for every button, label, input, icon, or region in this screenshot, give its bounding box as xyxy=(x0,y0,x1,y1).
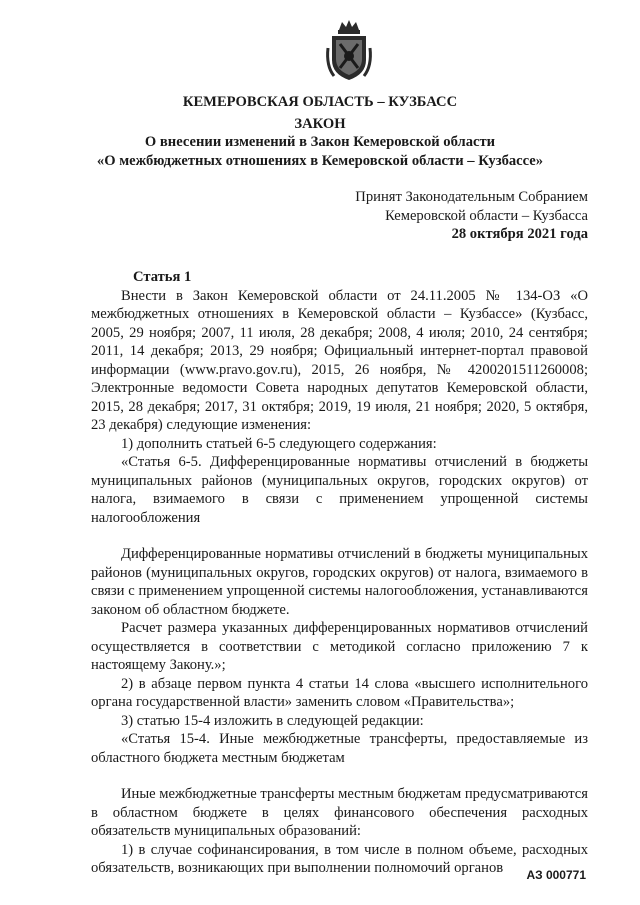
paragraph: 2) в абзаце первом пункта 4 статьи 14 слова «высшего исполнительного органа государственной власти» заменить словом «Правительства»; xyxy=(91,675,588,710)
paragraph: Внести в Закон Кемеровской области от 24.11.2005 № 134-ОЗ «О межбюджетных отношениях в Кемеровской области – Кузбассе» (Кузбасс, 2005, 29 ноября; 2007, 11 июля, 28 декабря; 2008, 4 июля; 2010, 24 сентября; 2011, 14 декабря; 2013, 29 ноября; Официальный интернет-портал правовой информации (www.pravo.gov.ru), 2015, 26 ноября, № 4200201511260008; Электронные ведомости Совета народных депутатов Кемеровской области, 2015, 28 декабря; 2017, 31 октября; 2019, 19 июля, 21 ноября; 2020, 5 октября, 23 декабря) следующие изменения: xyxy=(91,287,588,433)
adoption-block xyxy=(355,188,588,244)
paragraph: Расчет размера указанных дифференцированных нормативов отчислений осуществляется в соответствии с методикой согласно приложению 7 к настоящему Закону.»; xyxy=(91,620,588,673)
paragraph: «Статья 6-5. Дифференцированные нормативы отчислений в бюджеты муниципальных районов (муниципальных округов, городских округов) от налога, взимаемого в связи с применением упрощенной системы налогообложения xyxy=(91,454,588,526)
paragraph: 1) в случае софинансирования, в том числе в полном объеме, расходных обязательств, возникающих при выполнении полномочий органов xyxy=(91,841,588,876)
article-body xyxy=(91,268,588,878)
law-title-line2: «О межбюджетных отношениях в Кемеровской области – Кузбассе» xyxy=(96,153,544,169)
paragraph: Иные межбюджетные трансферты местным бюджетам предусматриваются в областном бюджете в целях финансового обеспечения расходных обязательств муниципальных образований: xyxy=(91,786,588,839)
adoption-date: 28 октября 2021 года xyxy=(451,226,588,242)
paragraph: 1) дополнить статьей 6-5 следующего содержания: xyxy=(121,435,437,452)
article-heading: Статья 1 xyxy=(133,269,192,285)
paragraph: Дифференцированные нормативы отчислений в бюджеты муниципальных районов (муниципальных округов, городских округов) от налога, взимаемого в связи с применением упрощенной системы налогообложения, устанавливаются законом об областном бюджете. xyxy=(91,546,588,618)
region-title: КЕМЕРОВСКАЯ ОБЛАСТЬ – КУЗБАСС xyxy=(182,94,458,110)
coat-of-arms-icon xyxy=(324,18,374,84)
paragraph: 3) статью 15-4 изложить в следующей редакции: xyxy=(121,712,424,729)
paragraph: «Статья 15-4. Иные межбюджетные трансферты, предоставляемые из областного бюджета местным бюджетам xyxy=(91,731,588,766)
adoption-line1: Принят Законодательным Собранием xyxy=(355,189,588,205)
adoption-line2: Кемеровской области – Кузбасса xyxy=(385,207,588,224)
document-number: АЗ 000771 xyxy=(526,868,586,882)
document-type: ЗАКОН xyxy=(294,116,346,132)
law-title-line1: О внесении изменений в Закон Кемеровской области xyxy=(144,134,496,150)
